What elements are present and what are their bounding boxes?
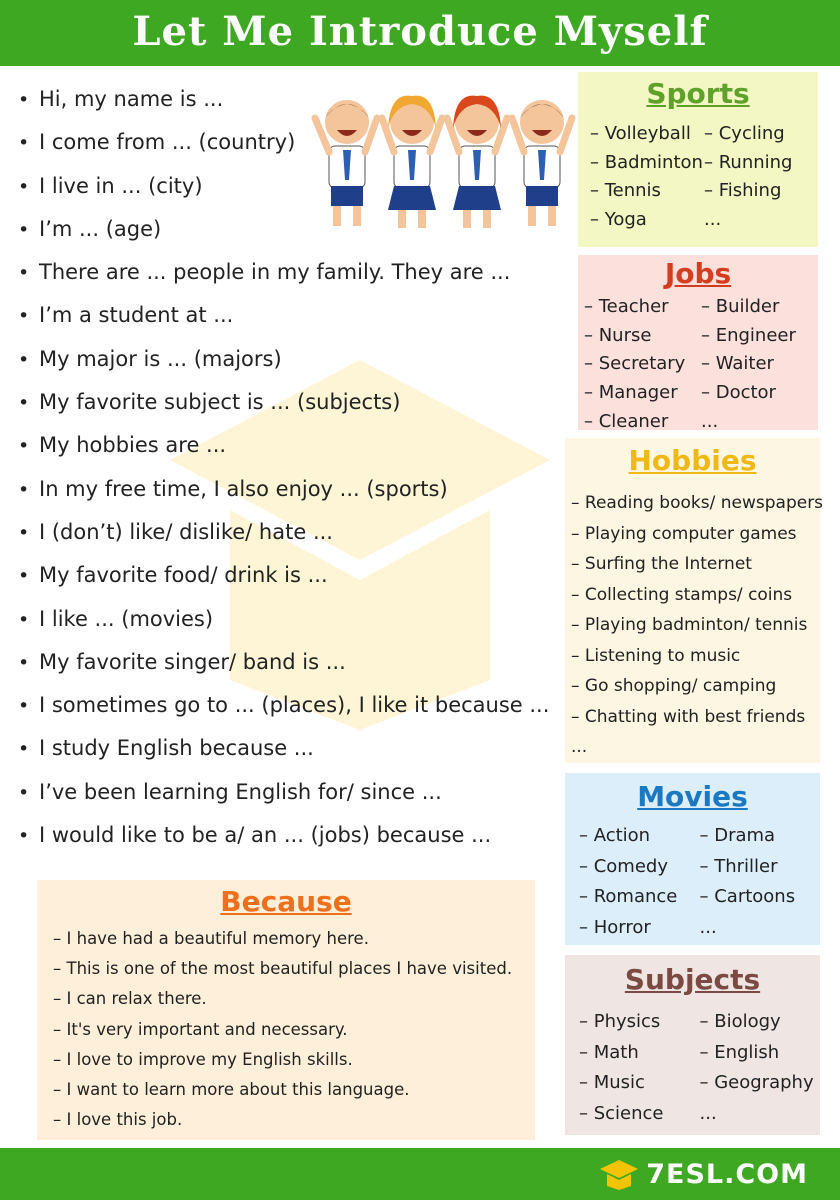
movies-item: – Thriller [699, 855, 778, 877]
phrase-text: I’ve been learning English for/ since ... [39, 779, 442, 804]
movies-item: ... [699, 916, 717, 938]
because-item: – I can relax there. [53, 989, 207, 1009]
sports-list [578, 116, 818, 235]
phrase-text: I study English because ... [39, 736, 314, 761]
jobs-item: – Builder [701, 296, 780, 317]
bullet-icon: • [18, 89, 30, 111]
hobbies-item: – Playing badminton/ tennis [571, 615, 808, 635]
subjects-list [565, 1005, 820, 1129]
movies-item: – Action [579, 825, 651, 846]
phrase-item [18, 251, 578, 294]
phrase-text: I (don’t) like/ dislike/ hate ... [39, 519, 333, 544]
phrase-text: My major is ... (majors) [39, 346, 282, 371]
phrase-text: I sometimes go to ... (places), I like it because ... [39, 693, 550, 718]
movies-panel [565, 773, 820, 945]
movies-list [565, 821, 820, 943]
phrase-text: There are ... people in my family. They are ... [39, 260, 511, 285]
bullet-icon: • [18, 348, 30, 371]
footer-banner [0, 1148, 840, 1200]
subjects-item: – Geography [699, 1072, 814, 1093]
sports-title: Sports [646, 77, 750, 110]
bullet-icon: • [18, 478, 30, 501]
because-item: – This is one of the most beautiful places I have visited. [53, 959, 513, 979]
because-item: – I want to learn more about this language. [53, 1079, 410, 1099]
sports-panel [578, 72, 818, 247]
sports-item: – Yoga [590, 209, 647, 231]
movies-item: – Drama [699, 825, 776, 846]
hobbies-item: – Chatting with best friends [571, 706, 806, 727]
brand-text: 7ESL.COM [646, 1158, 808, 1190]
because-item: – I love this job. [53, 1110, 183, 1130]
bullet-icon: • [18, 565, 30, 588]
kid-figure [512, 100, 572, 226]
movies-item: – Comedy [579, 855, 668, 877]
because-item: – I have had a beautiful memory here. [53, 929, 369, 948]
jobs-list [578, 293, 818, 436]
phrase-text: I come from ... (country) [39, 130, 296, 155]
bullet-icon: • [18, 305, 30, 328]
bullet-icon: • [18, 175, 30, 198]
subjects-item: – Science [579, 1102, 664, 1124]
bullet-icon: • [18, 781, 30, 804]
phrase-item [18, 338, 578, 381]
because-title: Because [220, 885, 352, 918]
sports-item: – Fishing [704, 180, 782, 202]
brand-logo[interactable] [598, 1157, 808, 1191]
phrase-item [18, 598, 578, 641]
phrase-item [18, 381, 578, 424]
movies-item: – Horror [579, 916, 651, 938]
because-item: – I love to improve my English skills. [53, 1049, 353, 1069]
subjects-item: – Biology [699, 1011, 781, 1032]
jobs-panel [578, 255, 818, 430]
phrase-text: I would like to be a/ an ... (jobs) because ... [39, 823, 492, 848]
kid-figure [447, 96, 507, 228]
jobs-item: – Engineer [701, 324, 796, 346]
phrase-item [18, 554, 578, 597]
phrase-text: I’m ... (age) [39, 216, 162, 241]
phrase-text: I’m a student at ... [39, 303, 234, 328]
page-title: Let Me Introduce Myself [132, 8, 708, 55]
because-item: – It's very important and necessary. [53, 1019, 348, 1039]
because-panel [37, 880, 535, 1140]
hobbies-list [565, 484, 824, 763]
sports-item: – Cycling [704, 123, 785, 144]
subjects-item: – Music [579, 1072, 645, 1093]
bullet-icon: • [18, 825, 30, 848]
kid-figure [315, 100, 377, 226]
because-list [37, 924, 535, 1135]
subjects-item: – Math [579, 1041, 639, 1063]
phrase-item [18, 641, 578, 684]
kids-cheering-illustration [305, 88, 580, 238]
subjects-item: ... [699, 1102, 717, 1124]
sports-item: – Badminton [590, 151, 703, 173]
phrase-item [18, 727, 578, 770]
hobbies-title: Hobbies [628, 444, 757, 477]
phrase-item [18, 511, 578, 554]
movies-item: – Cartoons [699, 886, 796, 907]
jobs-item: – Nurse [584, 324, 652, 346]
bullet-icon: • [18, 218, 30, 241]
phrase-text: My favorite food/ drink is ... [39, 563, 328, 588]
phrase-text: In my free time, I also enjoy ... (sports) [39, 476, 448, 501]
phrase-text: Hi, my name is ... [39, 87, 224, 111]
jobs-item: – Teacher [584, 296, 669, 317]
subjects-title: Subjects [624, 963, 761, 996]
subjects-item: – English [699, 1041, 780, 1063]
subjects-panel [565, 955, 820, 1135]
subjects-item: – Physics [579, 1011, 661, 1032]
jobs-item: – Secretary [584, 353, 686, 375]
sports-item: ... [704, 209, 722, 231]
bullet-icon: • [18, 435, 30, 458]
phrase-text: I live in ... (city) [39, 173, 203, 198]
hobbies-item: – Reading books/ newspapers [571, 493, 824, 513]
hobbies-item: – Go shopping/ camping [571, 676, 777, 696]
hobbies-item: – Surfing the Internet [571, 554, 752, 574]
movies-item: – Romance [579, 886, 678, 907]
phrase-text: My hobbies are ... [39, 433, 227, 458]
bullet-icon: • [18, 651, 30, 674]
bullet-icon: • [18, 392, 30, 415]
header-banner [0, 0, 840, 66]
bullet-icon: • [18, 695, 30, 718]
phrase-item [18, 771, 578, 814]
hobbies-item: – Listening to music [571, 645, 741, 666]
phrase-item [18, 468, 578, 511]
phrase-item [18, 684, 578, 727]
jobs-item: – Manager [584, 382, 678, 404]
kid-figure [382, 96, 442, 228]
hobbies-item: ... [571, 737, 588, 757]
jobs-title: Jobs [664, 257, 732, 290]
sports-item: – Running [704, 151, 793, 173]
bullet-icon: • [18, 132, 30, 155]
jobs-item: – Doctor [701, 382, 776, 404]
phrase-text: My favorite singer/ band is ... [39, 649, 346, 674]
hobbies-item: – Playing computer games [571, 523, 797, 544]
hobbies-item: – Collecting stamps/ coins [571, 584, 793, 605]
bullet-icon: • [18, 608, 30, 631]
bullet-icon: • [18, 738, 30, 761]
phrase-item [18, 814, 578, 857]
phrase-item [18, 424, 578, 467]
graduation-cap-icon [598, 1157, 640, 1191]
phrase-item [18, 294, 578, 337]
phrase-text: I like ... (movies) [39, 606, 214, 631]
phrase-text: My favorite subject is ... (subjects) [39, 390, 401, 415]
sports-item: – Tennis [590, 180, 661, 202]
sports-item: – Volleyball [590, 123, 691, 144]
bullet-icon: • [18, 262, 30, 285]
jobs-item: – Cleaner [584, 410, 669, 432]
bullet-icon: • [18, 521, 30, 544]
jobs-item: ... [701, 410, 719, 432]
jobs-item: – Waiter [701, 353, 774, 375]
movies-title: Movies [637, 780, 748, 813]
hobbies-panel [565, 438, 824, 763]
